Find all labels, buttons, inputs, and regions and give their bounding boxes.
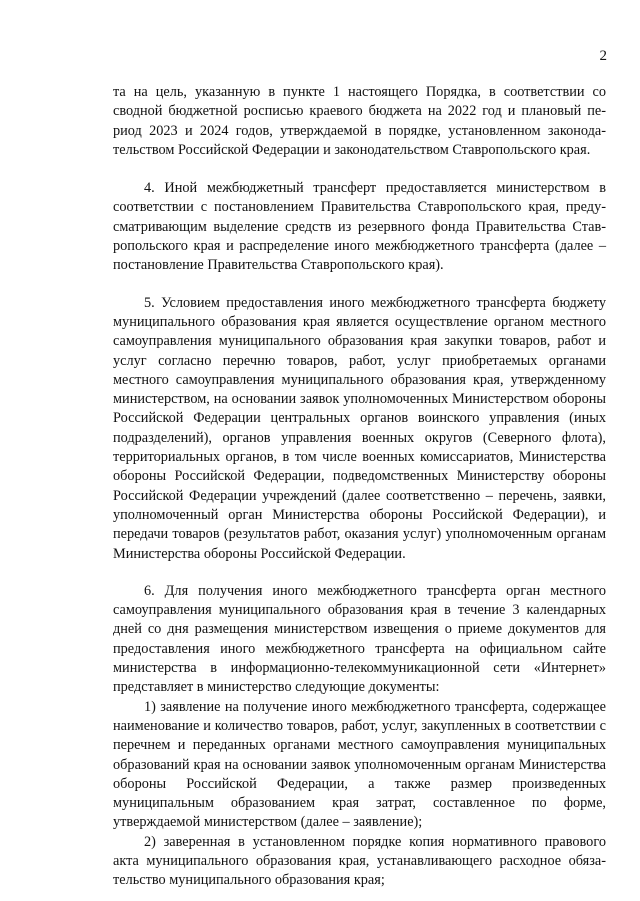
subitem-2: 2) заверенная в установленном порядке копия нормативного правового акта муниципального образования края, устанавливающего расходное обязательство муниципального образования края;: [113, 833, 606, 889]
document-body: [113, 83, 606, 891]
paragraph-item-4: 4. Иной межбюджетный трансферт предоставляется министерством в соответствии с постановлением Правительства Ставропольского края, предусматривающим выделение средств из резервного фонда Правительства Ставропольского края и распределение иного межбюджетного трансферта (далее – постановление Правительства Ставропольского края).: [113, 180, 606, 274]
subitem-1: 1) заявление на получение иного межбюджетного трансферта, содержащее наименование и количество товаров, работ, услуг, закупленных в соответствии с перечнем и переданных органами местного самоуправления муниципальных образований края на основании заявок уполномоченным органам Министерства обороны Российской Федерации, а также размер произведенных муниципальным образованием края затрат, составленное по форме, утверждаемой министерством (далее – заявление);: [113, 698, 606, 831]
paragraph-item-6: 6. Для получения иного межбюджетного трансферта орган местного самоуправления муниципального образования края в течение 3 календарных дней со дня размещения министерством извещения о приеме документов для предоставления иного межбюджетного трансферта на официальном сайте министерства в информационно-телекоммуникационной сети «Интернет» представляет в министерство следующие документы:: [113, 582, 606, 696]
page-number: 2: [599, 48, 607, 64]
paragraph-item-5: 5. Условием предоставления иного межбюджетного трансферта бюджету муниципального образования края является осуществление органом местного самоуправления муниципального образования края закупки товаров, работ и услуг согласно перечню товаров, работ, услуг приобретаемых органами местного самоуправления муниципального образования края, утвержденному министерством, на основании заявок уполномоченных Министерством обороны Российской Федерации центральных органов воинского управления (иных подразделений), органов управления военных округов (Северного флота), территориальных органов, в том числе военных комиссариатов, Министерства обороны Российской Федерации, подведомственных Министерству обороны Российской Федерации учреждений (далее соответственно – перечень, заявки, уполномоченный орган Министерства обороны Российской Федерации), и передачи товаров (результатов работ, оказания услуг) уполномоченным органам Министерства обороны Российской Федерации.: [113, 294, 606, 562]
paragraph-continuation: та на цель, указанную в пункте 1 настоящего Порядка, в соответствии со сводной бюджетной росписью краевого бюджета на 2022 год и плановый период 2023 и 2024 годов, утверждаемой в порядке, установленном законодательством Российской Федерации и законодательством Ставропольского края.: [113, 84, 606, 158]
